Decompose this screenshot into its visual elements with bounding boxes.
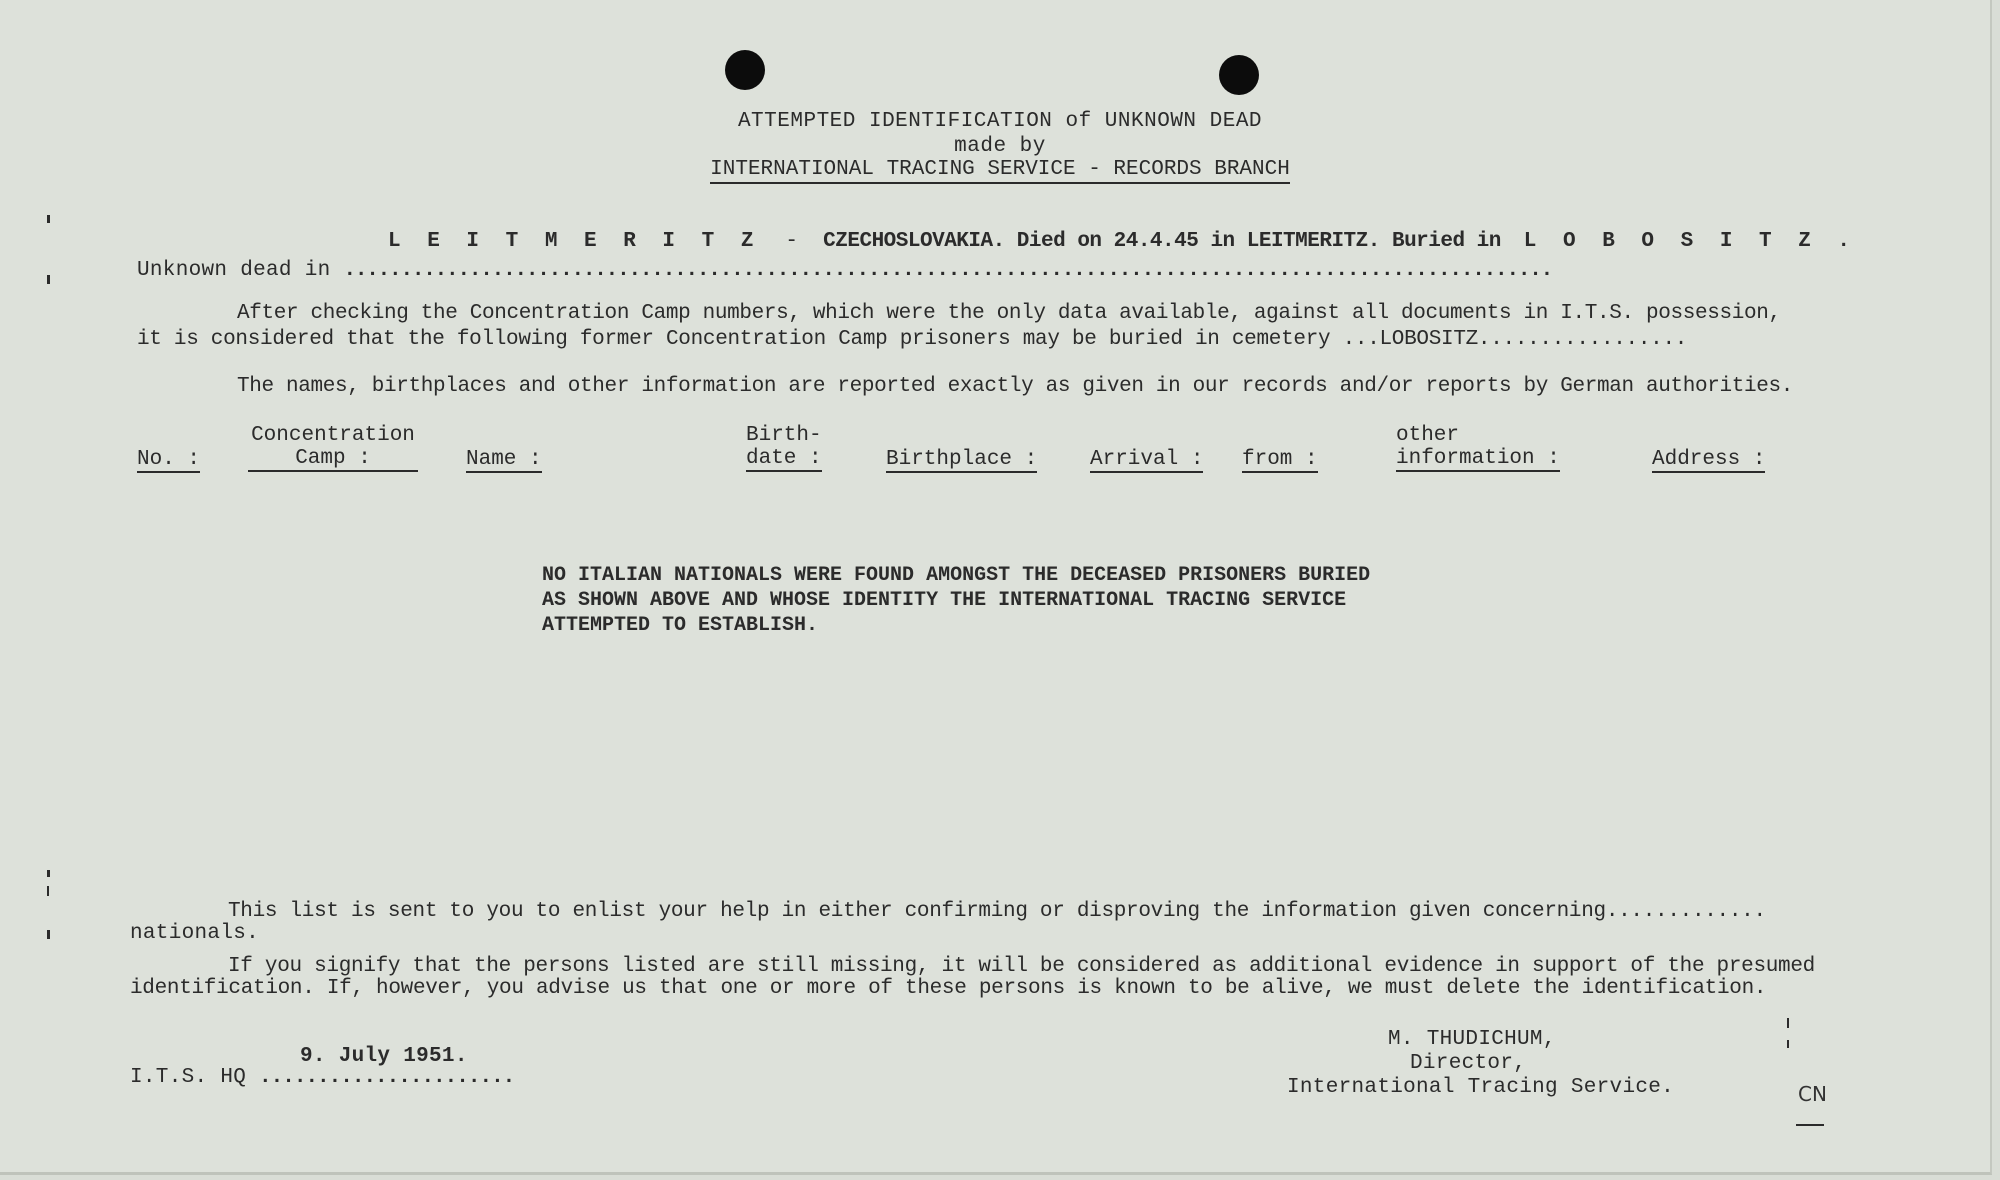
column-birthdate	[746, 424, 822, 472]
issue-date: 9. July 1951.	[300, 1045, 468, 1068]
closing-2-line-1: If you signify that the persons listed are still missing, it will be considered as additional evidence in support of the presumed	[228, 955, 1815, 978]
signatory-title: Director,	[1410, 1052, 1527, 1075]
column-other-top: other	[1396, 424, 1460, 447]
location-line	[388, 230, 1857, 253]
column-address-label: Address :	[1652, 448, 1766, 471]
location-town: L E I T M E R I T Z	[388, 230, 761, 253]
column-other-information	[1396, 424, 1560, 472]
unknown-dead-label: Unknown dead in	[137, 259, 331, 282]
signatory-org: International Tracing Service.	[1287, 1076, 1675, 1099]
burial-place: L O B O S I T Z .	[1523, 230, 1858, 253]
margin-tick	[47, 886, 49, 896]
margin-tick	[1787, 1018, 1789, 1028]
hq-label: I.T.S. HQ	[130, 1066, 247, 1089]
column-other-label: information :	[1396, 447, 1560, 470]
signatory-name: M. THUDICHUM,	[1388, 1028, 1556, 1051]
unknown-dead-line	[137, 259, 1552, 282]
no-nationals-notice: NO ITALIAN NATIONALS WERE FOUND AMONGST THE DECEASED PRISONERS BURIED AS SHOWN ABOVE AND WHOSE IDENTITY THE INTERNATIONAL TRACING SERVICE ATTEMPTED TO ESTABLISH.	[542, 564, 1371, 637]
column-arrival-label: Arrival :	[1090, 448, 1204, 471]
hq-line	[130, 1066, 514, 1089]
page-mark: CN	[1798, 1082, 1827, 1106]
closing-1-line-1: This list is sent to you to enlist your help in either confirming or disproving the information given concerning.............	[228, 900, 1766, 923]
unknown-dead-dots: ..........................................................................................................	[343, 259, 1553, 282]
column-birthdate-label: date :	[746, 447, 822, 470]
column-name-label: Name :	[466, 448, 542, 471]
punch-hole-right	[1219, 55, 1259, 95]
margin-tick	[47, 930, 50, 939]
title-line-3-text: INTERNATIONAL TRACING SERVICE - RECORDS BRANCH	[710, 158, 1290, 184]
title-line-2: made by	[954, 135, 1046, 158]
column-birthplace-label: Birthplace :	[886, 448, 1038, 471]
column-camp-label: Camp :	[248, 447, 418, 472]
title-line-3	[0, 158, 1992, 181]
location-detail: CZECHOSLOVAKIA. Died on 24.4.45 in LEITMERITZ. Buried in	[823, 230, 1501, 253]
column-camp	[248, 424, 418, 472]
paragraph-2: The names, birthplaces and other information are reported exactly as given in our records and/or reports by German authorities.	[237, 375, 1794, 398]
closing-2-line-2: identification. If, however, you advise us that one or more of these persons is known to be alive, we must delete the identification.	[130, 977, 1767, 1000]
margin-tick	[47, 275, 50, 284]
column-no-label: No. :	[137, 448, 201, 471]
title-line-1: ATTEMPTED IDENTIFICATION of UNKNOWN DEAD	[737, 110, 1263, 133]
column-birthdate-top: Birth-	[746, 424, 822, 447]
location-dash: -	[785, 230, 799, 253]
punch-hole-left	[725, 50, 765, 90]
hq-dots: ......................	[259, 1066, 515, 1089]
paragraph-1-line-1: After checking the Concentration Camp numbers, which were the only data available, against all documents in I.T.S. possession,	[237, 302, 1781, 325]
column-camp-top: Concentration	[251, 424, 415, 447]
margin-tick	[47, 870, 50, 877]
column-birthplace	[886, 448, 1037, 473]
column-arrival	[1090, 448, 1203, 473]
column-no	[137, 448, 200, 473]
closing-1-line-2: nationals.	[130, 922, 260, 945]
column-address	[1652, 448, 1765, 473]
column-name	[466, 448, 542, 473]
page-mark-underline	[1796, 1124, 1824, 1126]
paragraph-1-line-2: it is considered that the following former Concentration Camp prisoners may be buried in cemetery ...LOBOSITZ.................	[137, 328, 1688, 351]
column-from-label: from :	[1242, 448, 1318, 471]
margin-tick	[47, 215, 50, 223]
margin-tick	[1787, 1040, 1789, 1048]
column-from	[1242, 448, 1318, 473]
